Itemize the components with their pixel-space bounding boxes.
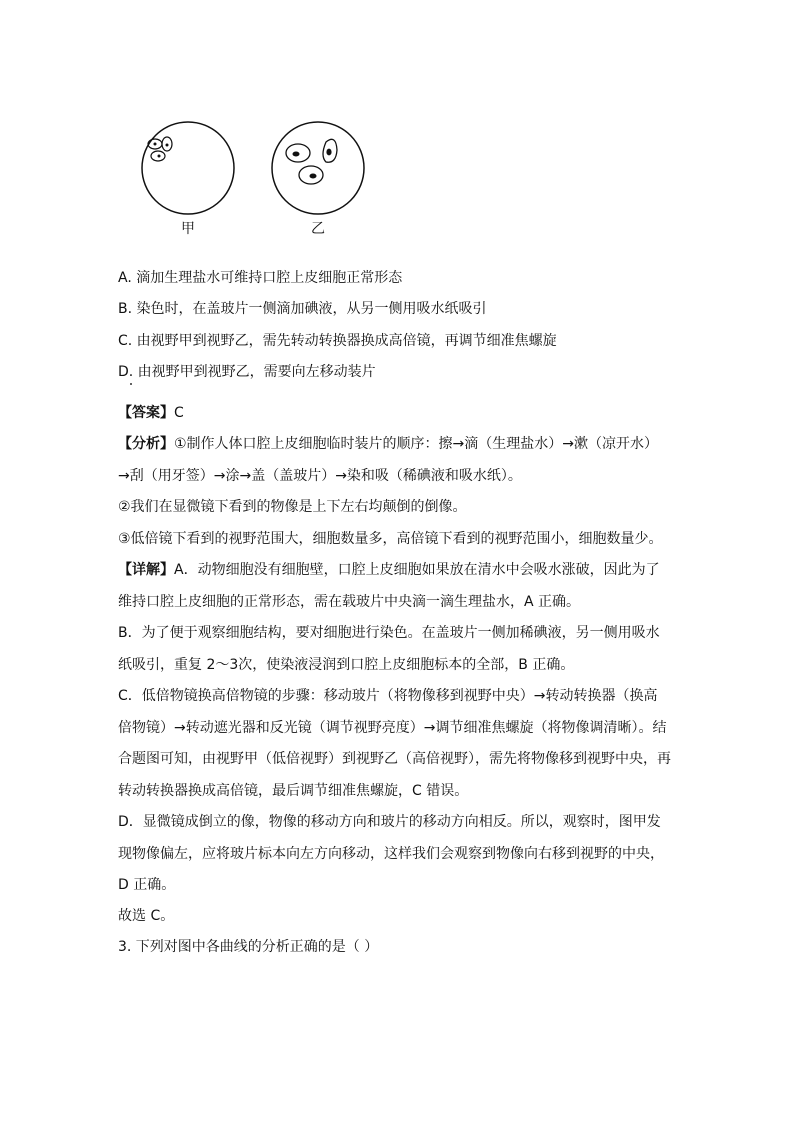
detail-line-9: D．显微镜成倒立的像，物像的移动方向和玻片的移动方向相反。所以，观察时，图甲发	[118, 814, 661, 830]
detail-line-1	[118, 560, 660, 580]
detail-line-2: 维持口腔上皮细胞的正常形态，需在载玻片中央滴一滴生理盐水，A 正确。	[118, 594, 581, 610]
yi-cell-1-nucleus	[293, 152, 300, 157]
analysis-tag: 【分析】	[118, 436, 174, 452]
field-jia-circle	[142, 122, 234, 214]
yi-cell-3-nucleus	[310, 174, 317, 179]
field-yi-cells	[286, 139, 337, 184]
detail-line-11: D 正确。	[118, 877, 176, 893]
answer-line	[118, 403, 184, 423]
option-a: A. 滴加生理盐水可维持口腔上皮细胞正常形态	[118, 270, 403, 286]
answer-value: C	[174, 405, 184, 421]
analysis-line-1	[118, 434, 658, 454]
option-c: C. 由视野甲到视野乙，需先转动转换器换成高倍镜，再调节细准焦螺旋	[118, 333, 557, 349]
next-question: 3. 下列对图中各曲线的分析正确的是（ ）	[118, 939, 379, 955]
option-d: D. 由视野甲到视野乙，需要向左移动装片	[118, 364, 376, 380]
detail-line-12: 故选 C。	[118, 908, 175, 924]
analysis-line-3: ②我们在显微镜下看到的物像是上下左右均颠倒的倒像。	[118, 499, 467, 515]
jia-cell-3-nucleus	[158, 155, 161, 158]
detail-line-8: 转动转换器换成高倍镜，最后调节细准焦螺旋，C 错误。	[118, 783, 469, 799]
jia-cell-1-nucleus	[154, 143, 157, 146]
analysis-line-2: →刮（用牙签）→涂→盖（盖玻片）→染和吸（稀碘液和吸水纸）。	[118, 468, 522, 484]
field-jia-label: 甲	[181, 221, 195, 237]
detail-line-3: B．为了便于观察细胞结构，要对细胞进行染色。在盖玻片一侧加稀碘液，另一侧用吸水	[118, 625, 660, 641]
microscope-fields-figure	[130, 110, 390, 240]
detail-tag: 【详解】	[118, 562, 174, 578]
detail-line-6: 倍物镜）→转动遮光器和反光镜（调节视野亮度）→调节细准焦螺旋（将物像调清晰）。结	[118, 720, 667, 736]
option-b: B. 染色时，在盖玻片一侧滴加碘液，从另一侧用吸水纸吸引	[118, 301, 487, 317]
field-yi-label: 乙	[311, 221, 325, 237]
answer-tag: 【答案】	[118, 405, 174, 421]
detail-line-5: C．低倍物镜换高倍物镜的步骤：移动玻片（将物像移到视野中央）→转动转换器（换高	[118, 688, 658, 704]
detail-text-1: A．动物细胞没有细胞壁，口腔上皮细胞如果放在清水中会吸水涨破，因此为了	[174, 562, 660, 578]
microscope-fields-svg	[130, 110, 390, 240]
yi-cell-2-nucleus	[326, 149, 331, 156]
jia-cell-2-nucleus	[166, 144, 169, 147]
detail-line-7: 合题图可知，由视野甲（低倍视野）到视野乙（高倍视野），需先将物像移到视野中央，再	[118, 751, 671, 767]
analysis-line-4: ③低倍镜下看到的视野范围大，细胞数量多，高倍镜下看到的视野范围小，细胞数量少。	[118, 531, 663, 547]
stray-dot	[130, 383, 132, 385]
detail-line-10: 现物像偏左，应将玻片标本向左方向移动，这样我们会观察到物像向右移到视野的中央，	[118, 846, 664, 862]
detail-line-4: 纸吸引，重复 2～3次，使染液浸润到口腔上皮细胞标本的全部，B 正确。	[118, 657, 575, 673]
analysis-text-1: ①制作人体口腔上皮细胞临时装片的顺序：擦→滴（生理盐水）→漱（凉开水）	[174, 436, 659, 452]
